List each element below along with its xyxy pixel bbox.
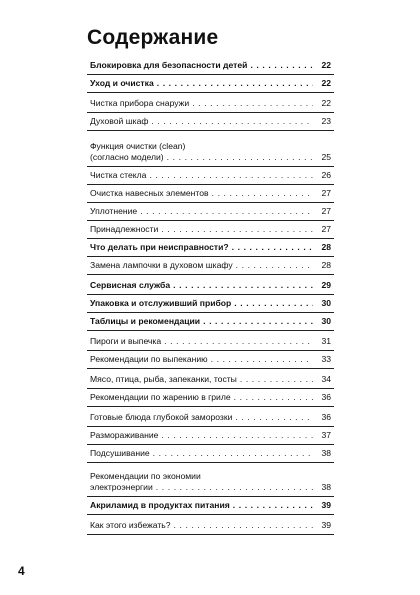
- toc-entry-page: 27: [321, 206, 331, 216]
- toc-entry-page: 27: [321, 224, 331, 234]
- toc-entry-title: Рекомендации по выпеканию . . .: [90, 354, 313, 365]
- toc-entry-page: 36: [321, 412, 331, 422]
- toc-entry-title: (согласно модели) . . .: [90, 152, 313, 163]
- toc-entry-page: 37: [321, 430, 331, 440]
- toc-entry-title: Очистка навесных элементов . . .: [90, 188, 313, 199]
- toc-entry: [87, 445, 334, 463]
- toc-entry: [87, 275, 334, 295]
- toc-entry-page: 38: [321, 448, 331, 458]
- toc-entry-page: 39: [321, 500, 331, 510]
- toc-entry: [87, 515, 334, 535]
- toc-entry-page: 22: [321, 60, 331, 70]
- toc-entry: [87, 427, 334, 445]
- toc-entry: [87, 463, 334, 497]
- toc-entry: [87, 497, 334, 515]
- toc-entry-title: Чистка стекла . . .: [90, 170, 313, 181]
- toc-entry-title: Рекомендации по экономии: [90, 471, 201, 481]
- table-of-contents: [87, 57, 334, 535]
- toc-entry-title: Как этого избежать? . . .: [90, 520, 313, 531]
- toc-entry: [87, 57, 334, 75]
- toc-entry: [87, 93, 334, 113]
- toc-entry-page: 22: [321, 78, 331, 88]
- toc-entry: [87, 331, 334, 351]
- toc-entry-title: Сервисная служба . . .: [90, 280, 313, 291]
- toc-entry-title: Что делать при неисправности? . . .: [90, 242, 313, 253]
- toc-entry-page: 33: [321, 354, 331, 364]
- toc-entry-page: 39: [321, 520, 331, 530]
- toc-entry: [87, 239, 334, 257]
- toc-entry-page: 26: [321, 170, 331, 180]
- toc-entry-page: 30: [321, 316, 331, 326]
- toc-entry-page: 38: [321, 482, 331, 492]
- toc-entry-page: 28: [321, 260, 331, 270]
- toc-entry: [87, 369, 334, 389]
- toc-entry-page: 31: [321, 336, 331, 346]
- toc-entry: [87, 389, 334, 407]
- page-number: 4: [18, 564, 25, 578]
- toc-entry: [87, 257, 334, 275]
- toc-entry-title: Пироги и выпечка . . .: [90, 336, 313, 347]
- toc-entry-title: Принадлежности . . .: [90, 224, 313, 235]
- toc-entry: [87, 167, 334, 185]
- toc-entry: [87, 407, 334, 427]
- toc-entry-title: Функция очистки (clean): [90, 141, 186, 151]
- toc-entry-page: 29: [321, 280, 331, 290]
- toc-entry-title: Подсушивание . . .: [90, 448, 313, 459]
- toc-entry-page: 27: [321, 188, 331, 198]
- toc-entry-title: Чистка прибора снаружи . . .: [90, 98, 313, 109]
- toc-entry-page: 30: [321, 298, 331, 308]
- toc-entry: [87, 313, 334, 331]
- toc-entry-page: 34: [321, 374, 331, 384]
- toc-entry: [87, 113, 334, 131]
- toc-entry-title: Упаковка и отслуживший прибор . . .: [90, 298, 313, 309]
- toc-entry-page: 25: [321, 152, 331, 162]
- toc-entry: [87, 351, 334, 369]
- toc-entry-title: Уход и очистка . . .: [90, 78, 313, 89]
- toc-entry-page: 23: [321, 116, 331, 126]
- toc-entry: [87, 131, 334, 167]
- toc-entry: [87, 221, 334, 239]
- toc-entry-title: Замена лампочки в духовом шкафу . . .: [90, 260, 313, 271]
- page-title: Содержание: [87, 26, 219, 49]
- toc-entry-title: Блокировка для безопасности детей . . .: [90, 60, 313, 71]
- toc-entry-title: Акриламид в продуктах питания . . .: [90, 500, 313, 511]
- toc-entry-title: электроэнергии . . .: [90, 482, 313, 493]
- toc-entry-title: Готовые блюда глубокой заморозки . . .: [90, 412, 313, 423]
- toc-entry: [87, 295, 334, 313]
- toc-entry-title: Уплотнение . . .: [90, 206, 313, 217]
- toc-entry: [87, 75, 334, 93]
- toc-entry-title: Духовой шкаф . . .: [90, 116, 313, 127]
- toc-entry-title: Рекомендации по жарению в гриле . . .: [90, 392, 313, 403]
- toc-entry-title: Размораживание . . .: [90, 430, 313, 441]
- toc-entry-page: 28: [321, 242, 331, 252]
- toc-entry-title: Мясо, птица, рыба, запеканки, тосты . . .: [90, 374, 313, 385]
- toc-entry-page: 22: [321, 98, 331, 108]
- toc-entry: [87, 203, 334, 221]
- toc-entry-page: 36: [321, 392, 331, 402]
- toc-entry: [87, 185, 334, 203]
- toc-entry-title: Таблицы и рекомендации . . .: [90, 316, 313, 327]
